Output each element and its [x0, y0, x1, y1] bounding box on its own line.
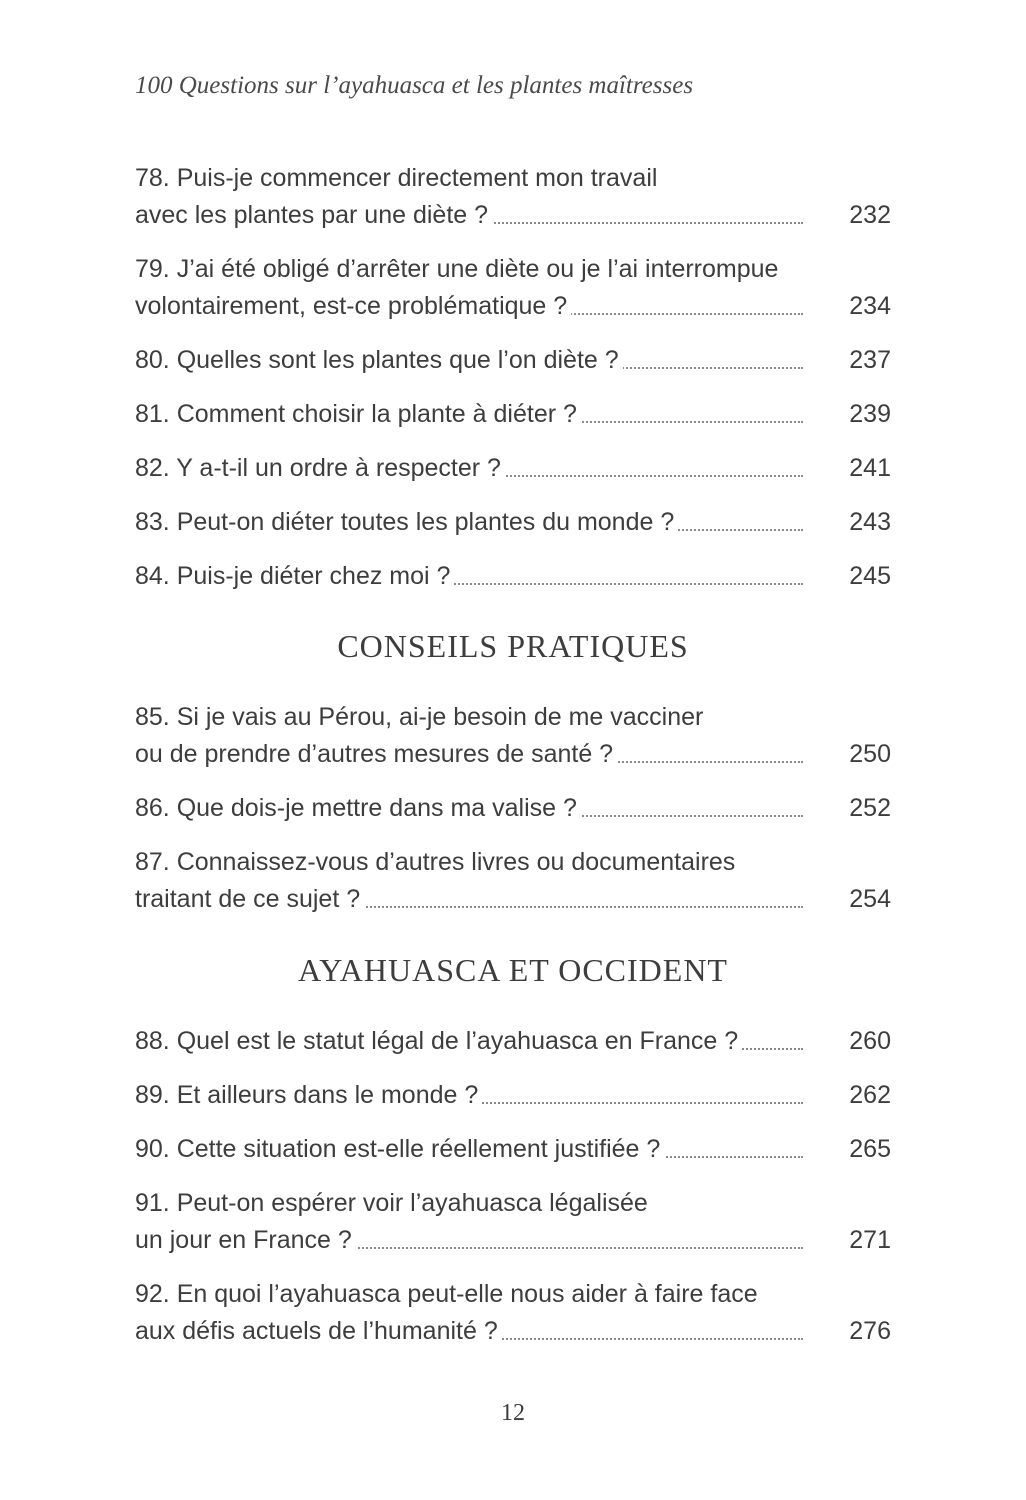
toc-entry: [135, 342, 891, 379]
toc-entry-page: 239: [849, 400, 891, 428]
toc-entry-last-line: [135, 197, 803, 234]
toc-entry-last-line: [135, 1313, 803, 1350]
toc-entry-last-line: [135, 790, 803, 827]
toc-entry-last-line: [135, 558, 803, 595]
toc-entry-page: 241: [849, 454, 891, 482]
toc-entry: [135, 396, 891, 433]
toc-entry-last-line: [135, 1131, 803, 1168]
toc-entry-title-line: 92. En quoi l’ayahuasca peut-elle nous aider à faire face: [135, 1280, 758, 1308]
toc-entry-last-line: [135, 736, 803, 773]
toc-entry: [135, 558, 891, 595]
toc-entry-title: 84. Puis-je diéter chez moi ?: [135, 562, 454, 590]
toc-entry-last-line: [135, 396, 803, 433]
toc-entry-page: 260: [849, 1027, 891, 1055]
toc-entry: [135, 1077, 891, 1114]
toc-entry-title: 83. Peut-on diéter toutes les plantes du monde ?: [135, 508, 678, 536]
toc-entry-page: 232: [849, 201, 891, 229]
toc-group-3: [135, 1023, 891, 1367]
toc-entry-title: 80. Quelles sont les plantes que l’on diète ?: [135, 346, 623, 374]
toc-entry-title-line: 78. Puis-je commencer directement mon travail: [135, 164, 658, 192]
toc-entry: [135, 699, 891, 773]
toc-entry-page: 237: [849, 346, 891, 374]
toc-entry-last-line: [135, 1023, 803, 1060]
toc-entry-title-line: 87. Connaissez-vous d’autres livres ou documentaires: [135, 848, 736, 876]
toc-entry-title-line: 79. J’ai été obligé d’arrêter une diète ou je l’ai interrompue: [135, 255, 779, 283]
toc-entry: [135, 844, 891, 918]
toc-entry-title-line: 85. Si je vais au Pérou, ai-je besoin de me vacciner: [135, 703, 704, 731]
toc-entry-last-line: [135, 1222, 803, 1259]
toc-entry: [135, 450, 891, 487]
toc-entry-page: 265: [849, 1135, 891, 1163]
toc-entry-page: 243: [849, 508, 891, 536]
toc-group-2: [135, 699, 891, 935]
toc-entry-page: 276: [849, 1317, 891, 1345]
toc-entry-last-line: [135, 881, 803, 918]
toc-entry-page: 250: [849, 740, 891, 768]
toc-entry-title: un jour en France ?: [135, 1226, 356, 1254]
section-heading: AYAHUASCA ET OCCIDENT: [298, 952, 728, 988]
toc-entry-title: 89. Et ailleurs dans le monde ?: [135, 1081, 482, 1109]
toc-entry: [135, 1023, 891, 1060]
toc-entry: [135, 1276, 891, 1350]
toc-entry: [135, 504, 891, 541]
toc-entry-page: 245: [849, 562, 891, 590]
toc-entry-last-line: [135, 504, 803, 541]
toc-entry-title: traitant de ce sujet ?: [135, 885, 364, 913]
toc-entry-title: ou de prendre d’autres mesures de santé ?: [135, 740, 617, 768]
toc-entry: [135, 1131, 891, 1168]
toc-entry: [135, 790, 891, 827]
toc-entry-page: 252: [849, 794, 891, 822]
toc-entry-title: 88. Quel est le statut légal de l’ayahuasca en France ?: [135, 1027, 742, 1055]
toc-entry-title: 90. Cette situation est-elle réellement justifiée ?: [135, 1135, 664, 1163]
toc-entry-last-line: [135, 450, 803, 487]
toc-entry-title: aux défis actuels de l’humanité ?: [135, 1317, 502, 1345]
toc-entry-title: volontairement, est-ce problématique ?: [135, 292, 571, 320]
page-number: 12: [501, 1400, 525, 1426]
section-heading: CONSEILS PRATIQUES: [337, 628, 689, 664]
running-head: 100 Questions sur l’ayahuasca et les plantes maîtresses: [135, 72, 694, 99]
toc-entry-last-line: [135, 288, 803, 325]
toc-entry-title-line: 91. Peut-on espérer voir l’ayahuasca légalisée: [135, 1189, 648, 1217]
toc-entry-page: 262: [849, 1081, 891, 1109]
toc-entry-last-line: [135, 342, 803, 379]
toc-entry: [135, 251, 891, 325]
toc-entry-last-line: [135, 1077, 803, 1114]
toc-entry-title: 86. Que dois-je mettre dans ma valise ?: [135, 794, 581, 822]
toc-entry-page: 234: [849, 292, 891, 320]
toc-entry-title: avec les plantes par une diète ?: [135, 201, 492, 229]
toc-entry-title: 82. Y a-t-il un ordre à respecter ?: [135, 454, 505, 482]
toc-entry-page: 271: [849, 1226, 891, 1254]
toc-entry: [135, 160, 891, 234]
toc-group-1: [135, 160, 891, 612]
toc-entry-page: 254: [849, 885, 891, 913]
toc-entry: [135, 1185, 891, 1259]
toc-entry-title: 81. Comment choisir la plante à diéter ?: [135, 400, 581, 428]
